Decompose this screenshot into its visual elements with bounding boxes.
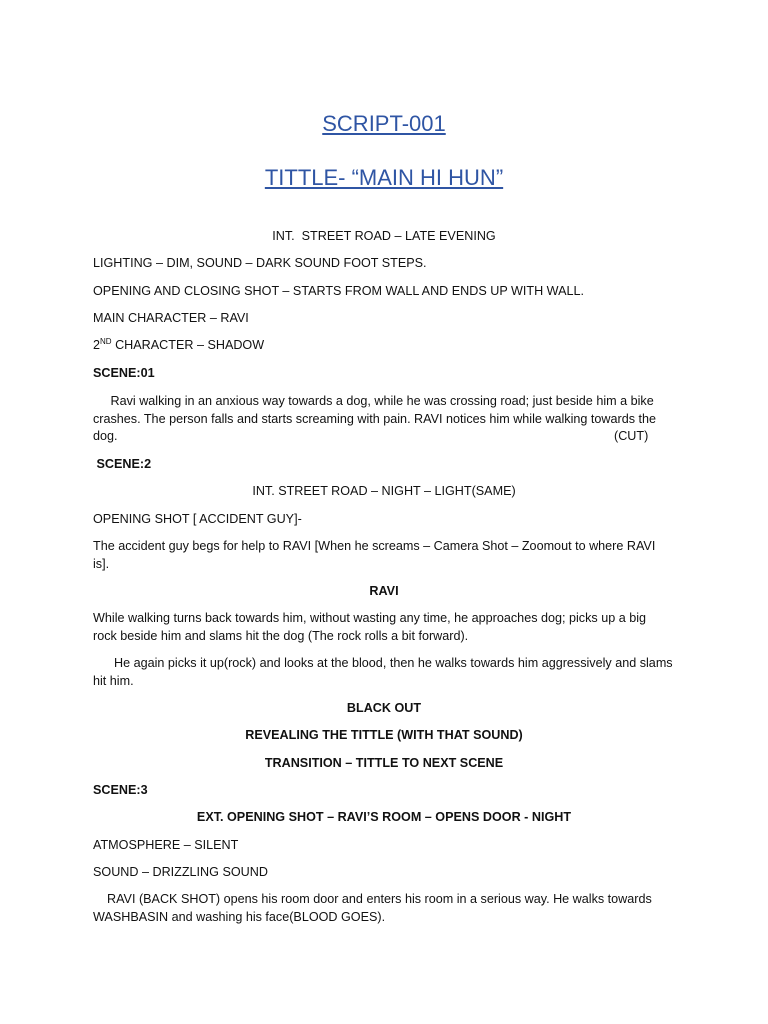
second-char-number: 2 <box>93 338 101 352</box>
scene-heading-int-street-night: INT. STREET ROAD – NIGHT – LIGHT(SAME) <box>252 484 516 498</box>
cut-label: (CUT) <box>614 429 649 443</box>
accident-paragraph: The accident guy begs for help to RAVI [When he screams – Camera Shot – Zoomout to where RAVI is]. <box>93 539 656 571</box>
scene-heading-ext-room: EXT. OPENING SHOT – RAVI’S ROOM – OPENS DOOR - NIGHT <box>196 810 572 824</box>
scene-1-paragraph <box>93 393 673 446</box>
atmosphere-line: ATMOSPHERE – SILENT <box>93 838 239 852</box>
transition-label: TRANSITION – TITTLE TO NEXT SCENE <box>264 756 504 770</box>
revealing-label: REVEALING THE TITTLE (WITH THAT SOUND) <box>245 728 523 742</box>
opening-shot-line: OPENING SHOT [ ACCIDENT GUY]- <box>93 512 302 526</box>
scene-1-text: Ravi walking in an anxious way towards a dog, while he was crossing road; just beside him a bike crashes. The person falls and starts screaming with pain. RAVI notices him while walking towards the dog. <box>93 394 660 443</box>
script-title: SCRIPT-001 <box>322 111 446 136</box>
second-char-rest: CHARACTER – SHADOW <box>111 338 265 352</box>
second-character-line <box>93 337 673 354</box>
scene-3-label: SCENE:3 <box>93 783 148 797</box>
room-paragraph: RAVI (BACK SHOT) opens his room door and enters his room in a serious way. He walks towards WASHBASIN and washing his face(BLOOD GOES). <box>93 892 656 924</box>
main-character-line: MAIN CHARACTER – RAVI <box>93 311 249 325</box>
walking-paragraph: While walking turns back towards him, without wasting any time, he approaches dog; picks up a big rock beside him and slams hit the dog (The rock rolls a bit forward). <box>93 611 647 643</box>
ravi-character-label: RAVI <box>369 584 399 598</box>
scene-2-label: SCENE:2 <box>93 457 152 471</box>
scene-1-label: SCENE:01 <box>93 366 155 380</box>
black-out-label: BLACK OUT <box>346 701 422 715</box>
picks-paragraph: He again picks it up(rock) and looks at the blood, then he walks towards him aggressively and slams hit him. <box>93 656 677 688</box>
scene-heading-int-street: INT. STREET ROAD – LATE EVENING <box>272 229 496 243</box>
second-char-superscript: ND <box>100 336 112 346</box>
script-subtitle: TITTLE- “MAIN HI HUN” <box>264 165 504 190</box>
lighting-line: LIGHTING – DIM, SOUND – DARK SOUND FOOT STEPS. <box>93 256 427 270</box>
sound-line: SOUND – DRIZZLING SOUND <box>93 865 268 879</box>
opening-closing-line: OPENING AND CLOSING SHOT – STARTS FROM WALL AND ENDS UP WITH WALL. <box>93 284 585 298</box>
